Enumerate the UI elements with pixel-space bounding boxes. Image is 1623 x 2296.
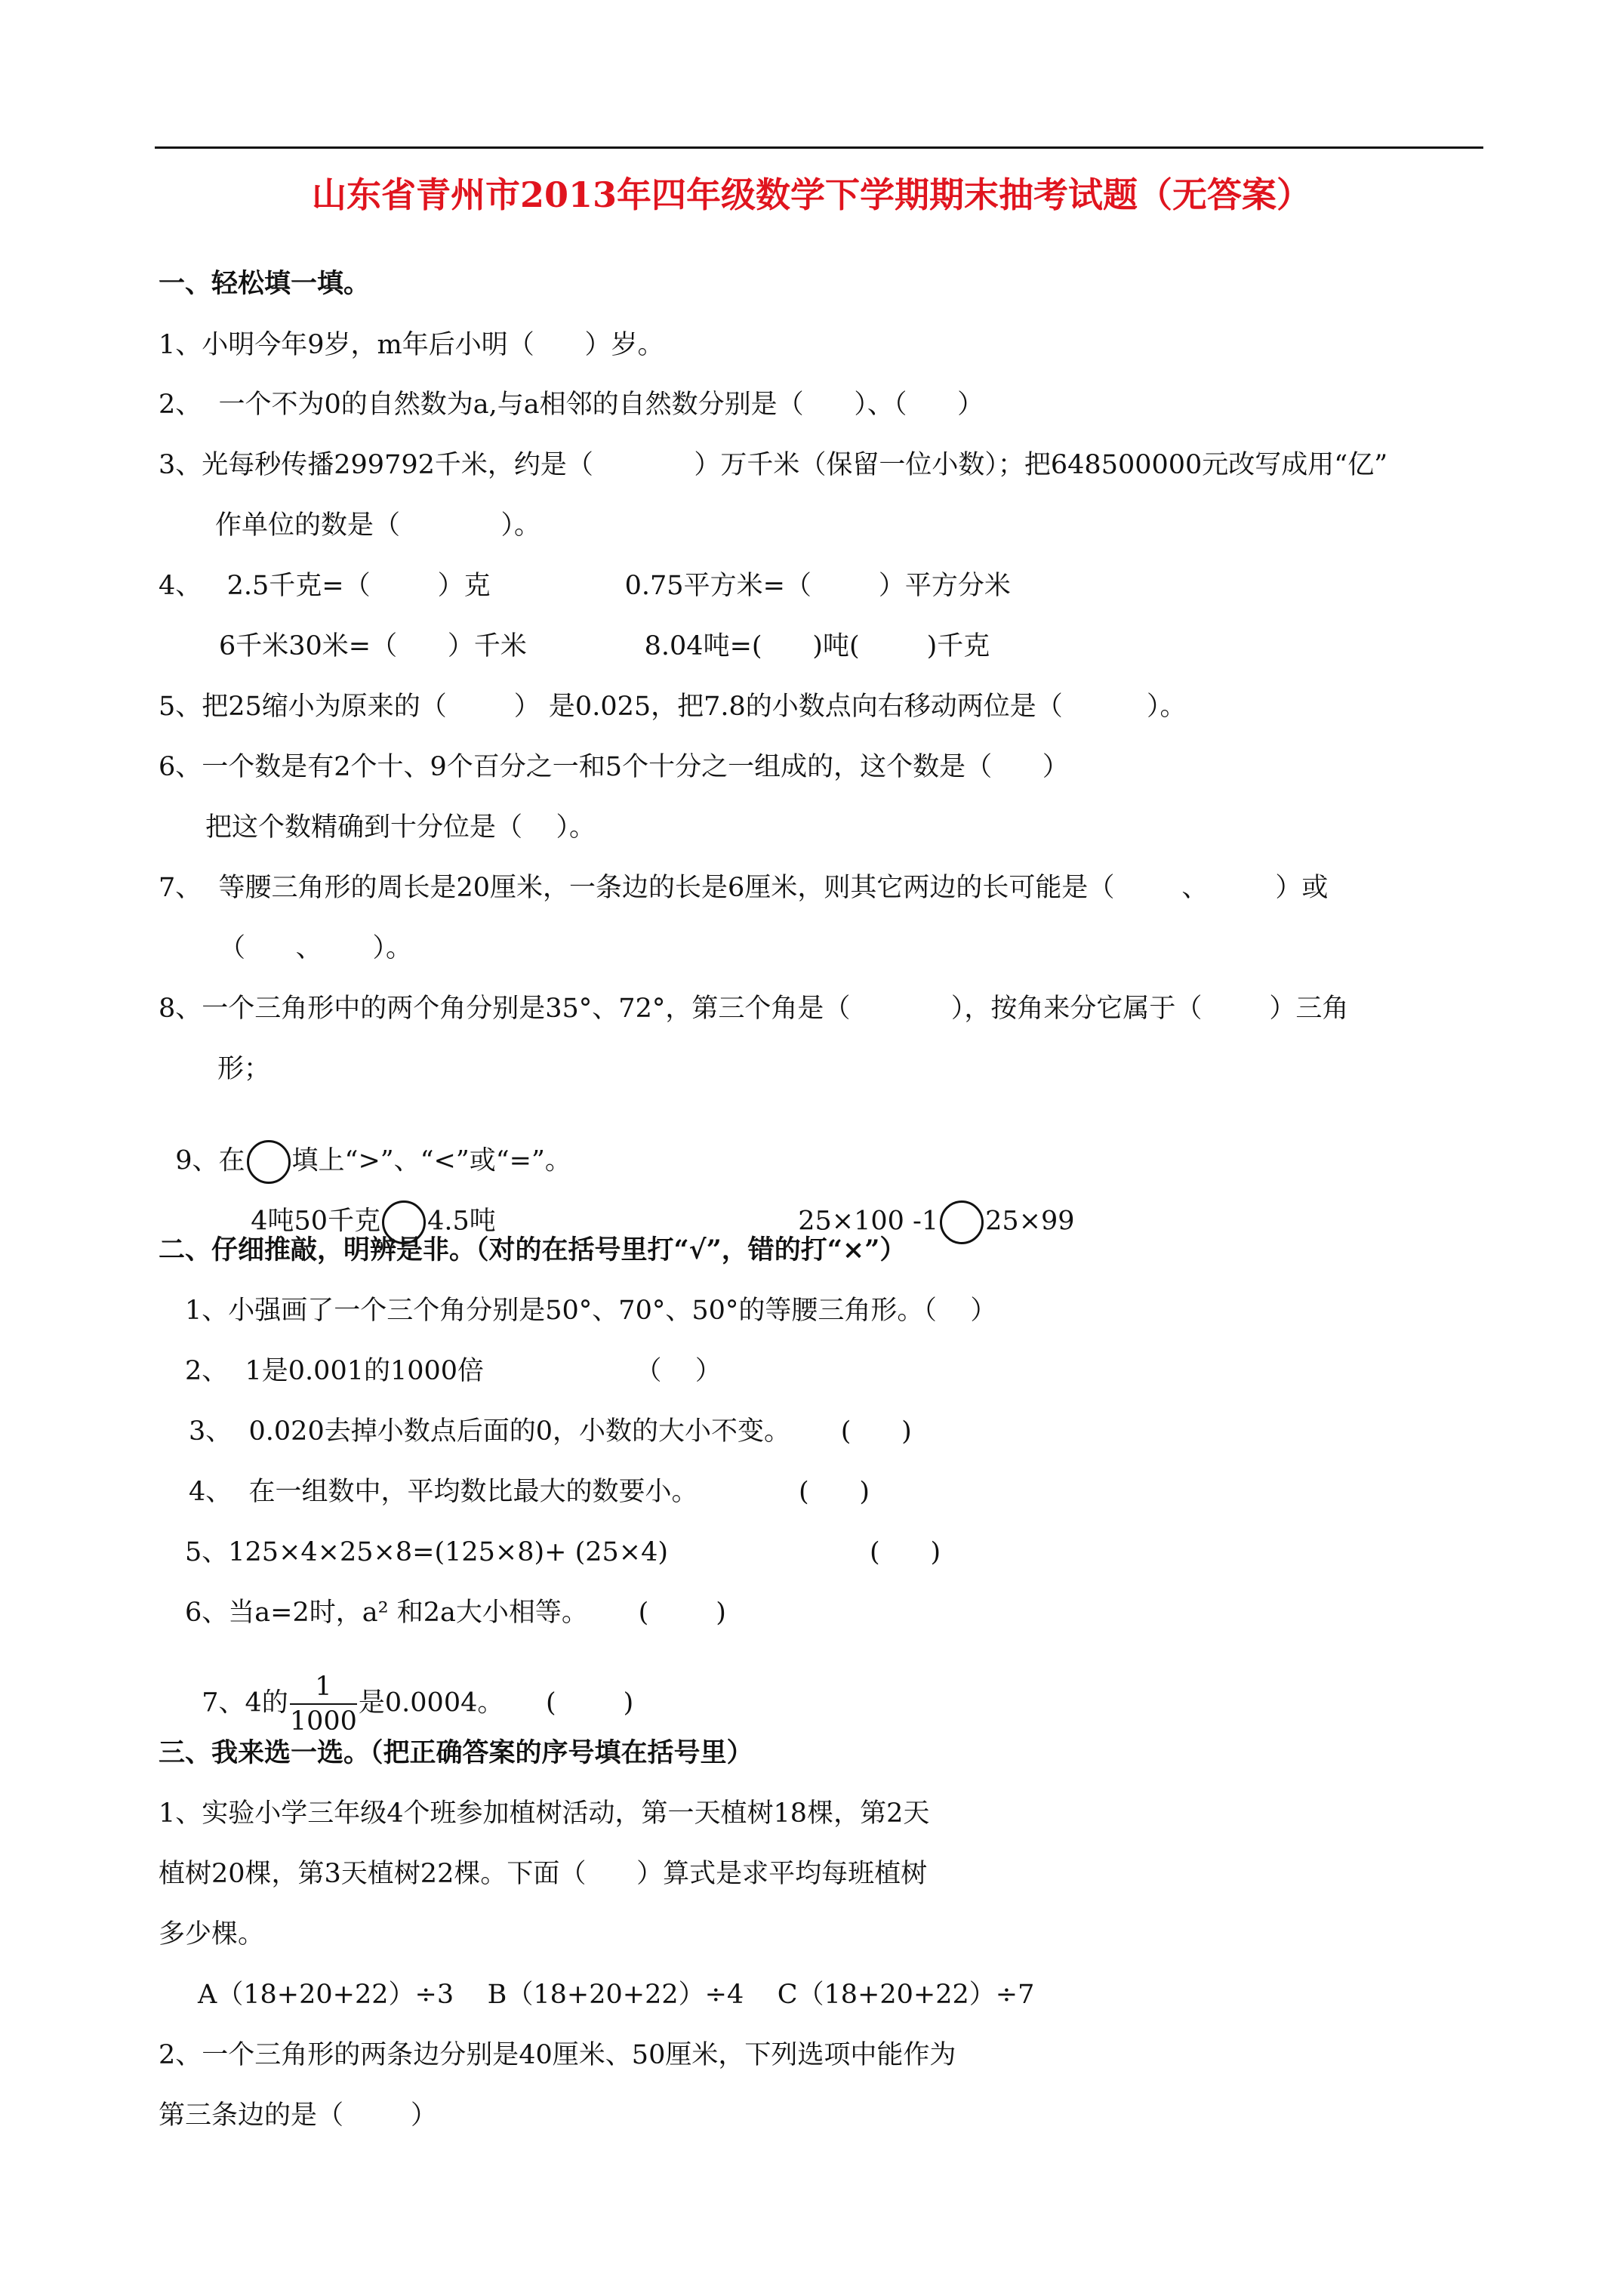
s1-q8: 8、一个三角形中的两个角分别是35°、72°，第三个角是（ ），按角来分它属于（ ）三角 [159,994,1349,1024]
s2-q1: 1、小强画了一个三个角分别是50°、70°、50°的等腰三角形。（ ） [185,1296,997,1326]
header-rule [155,146,1483,149]
s1-q7-cont: （ 、 ）。 [219,933,413,963]
s3-q1-cont2: 多少棵。 [159,1919,265,1949]
s2-q7-prefix: 7、4的 [202,1687,288,1718]
s2-q5: 5、125×4×25×8=(125×8)+ (25×4) ( ) [185,1537,941,1567]
s1-q3-cont: 作单位的数是（ ）。 [215,510,541,541]
s1-q5: 5、把25缩小为原来的（ ） 是0.025，把7.8的小数点向右移动两位是（ ）。 [159,692,1187,722]
s3-q2-cont: 第三条边的是（ ） [159,2100,438,2131]
s1-q6-cont: 把这个数精确到十分位是（ ）。 [205,812,596,843]
s1-q8-cont: 形； [217,1054,271,1084]
s1-q9-right-b: 25×99 [985,1206,1075,1237]
s1-q3: 3、光每秒传播299792千米，约是（ ）万千米（保留一位小数）；把648500000元改写成用“亿” [159,450,1388,480]
fraction-numerator: 1 [290,1670,357,1705]
s3-q1-cont1: 植树20棵，第3天植树22棵。下面（ ）算式是求平均每班植树 [159,1859,928,1889]
section2-heading: 二、仔细推敲，明辨是非。（对的在括号里打“√”，错的打“×”） [159,1234,907,1265]
s1-q1: 1、小明今年9岁，m年后小明（ ）岁。 [159,330,664,360]
s1-q9-right-a: 25×100 -1 [798,1206,939,1237]
section3-heading: 三、我来选一选。（把正确答案的序号填在括号里） [159,1737,753,1768]
s2-q7-suffix: 是0.0004。 ( ) [358,1687,634,1718]
s3-q2: 2、一个三角形的两条边分别是40厘米、50厘米，下列选项中能作为 [159,2040,956,2070]
s1-q9-left-a: 4吨50千克 [251,1206,381,1237]
s3-q1: 1、实验小学三年级4个班参加植树活动，第一天植树18棵，第2天 [159,1798,930,1829]
compare-circle-icon [940,1200,984,1244]
section1-heading: 一、轻松填一填。 [159,268,371,299]
s1-q9-left [234,1167,496,1244]
s2-q4: 4、 在一组数中，平均数比最大的数要小。 ( ) [189,1477,870,1507]
s1-q9-prefix: 9、在 [175,1145,245,1176]
s2-q3: 3、 0.020去掉小数点后面的0，小数的大小不变。 ( ) [189,1416,912,1447]
s1-q9-suffix: 填上“>”、“<”或“=”。 [291,1145,571,1176]
page-title: 山东省青州市2013年四年级数学下学期期末抽考试题（无答案） [311,174,1312,215]
s1-q2: 2、 一个不为0的自然数为a,与a相邻的自然数分别是（ ）、（ ） [159,390,984,420]
s2-q2: 2、 1是0.001的1000倍 （ ） [185,1356,722,1386]
s2-q6: 6、当a=2时，a² 和2a大小相等。 ( ) [185,1598,726,1628]
fraction [290,1670,357,1738]
s1-q4a: 4、 2.5千克=（ ）克 0.75平方米=（ ）平方分米 [159,571,1011,601]
s2-q7 [185,1637,633,1738]
s1-q9-right [781,1167,1075,1244]
s1-q6: 6、一个数是有2个十、9个百分之一和5个十分之一组成的，这个数是（ ） [159,752,1069,782]
s1-q7: 7、 等腰三角形的周长是20厘米，一条边的长是6厘米，则其它两边的长可能是（ 、 ）或 [159,873,1329,903]
s1-q4b: 6千米30米=（ ）千米 8.04吨=( )吨( )千克 [219,631,990,661]
s3-q1-options: A（18+20+22）÷3 B（18+20+22）÷4 C（18+20+22）÷7 [198,1980,1035,2010]
fraction-denominator: 1000 [289,1706,357,1737]
s1-q9-left-b: 4.5吨 [427,1206,496,1237]
